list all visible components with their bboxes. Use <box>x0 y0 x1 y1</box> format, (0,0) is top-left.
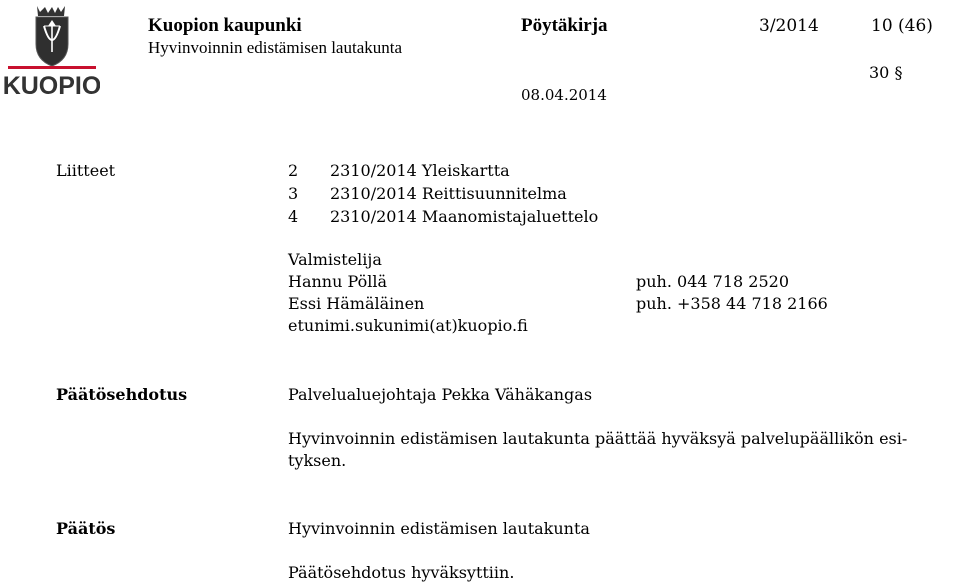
logo-wordmark: KUOPIO <box>4 72 100 98</box>
proposal-presenter: Palvelualuejohtaja Pekka Vähäkangas <box>288 385 593 404</box>
attachment-number: 4 <box>288 207 299 226</box>
page-info: 10 (46) <box>871 16 933 36</box>
proposal-text-line1: Hyvinvoinnin edistämisen lautakunta päättää hyväksyä palvelupäällikön esi- <box>288 429 908 448</box>
attachment-item: 2310/2014 Reittisuunnitelma <box>330 184 567 203</box>
preparer-title: Valmistelija <box>288 250 382 269</box>
decision-body: Hyvinvoinnin edistämisen lautakunta <box>288 519 590 538</box>
preparer-name: Hannu Pöllä <box>288 272 388 291</box>
kuopio-logo <box>4 4 100 98</box>
preparer-name: Essi Hämäläinen <box>288 294 425 313</box>
preparer-email: etunimi.sukunimi(at)kuopio.fi <box>288 316 528 335</box>
proposal-text-line2: tyksen. <box>288 451 347 470</box>
decision-text: Päätösehdotus hyväksyttiin. <box>288 563 515 582</box>
preparer-phone: puh. 044 718 2520 <box>636 272 789 291</box>
attachment-item: 2310/2014 Yleiskartta <box>330 161 510 180</box>
document-type: Pöytäkirja <box>521 15 608 36</box>
committee-name: Hyvinvoinnin edistämisen lautakunta <box>148 38 403 57</box>
attachments-label: Liitteet <box>56 161 116 180</box>
attachment-number: 2 <box>288 161 299 180</box>
organization-name: Kuopion kaupunki <box>148 15 302 36</box>
decision-label: Päätös <box>56 519 116 538</box>
attachment-number: 3 <box>288 184 299 203</box>
section-number: 30 § <box>869 63 903 82</box>
meeting-date: 08.04.2014 <box>521 86 607 104</box>
preparer-phone: puh. +358 44 718 2166 <box>636 294 828 313</box>
coat-of-arms-icon <box>4 4 100 98</box>
attachment-item: 2310/2014 Maanomistajaluettelo <box>330 207 599 226</box>
proposal-label: Päätösehdotus <box>56 385 188 404</box>
document-number: 3/2014 <box>759 16 819 36</box>
